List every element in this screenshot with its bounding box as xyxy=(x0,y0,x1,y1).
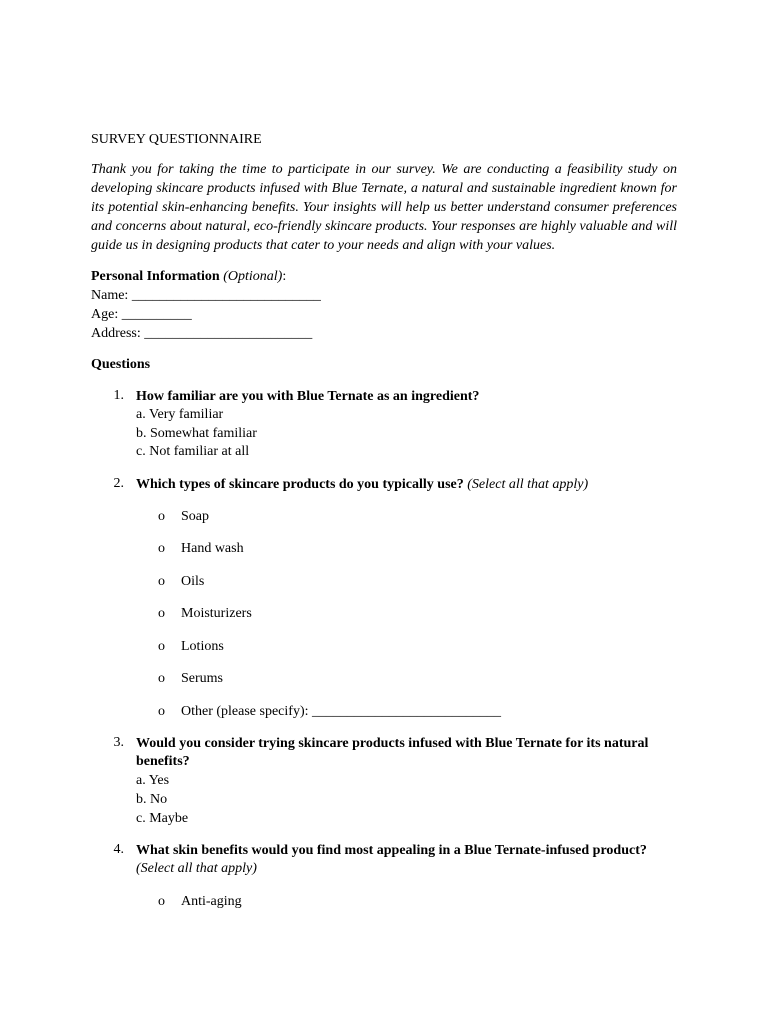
list-item: Serums xyxy=(181,671,223,686)
bullet-icon: o xyxy=(158,574,165,589)
question-2-note: (Select all that apply) xyxy=(467,477,589,492)
question-4-label: What skin benefits would you find most appealing in a Blue Ternate-infused product? xyxy=(136,843,647,858)
question-2-text xyxy=(136,476,676,494)
list-item: Lotions xyxy=(181,639,224,654)
question-3-option: b. No xyxy=(136,792,168,807)
bullet-icon: o xyxy=(158,671,165,686)
questions-heading: Questions xyxy=(91,357,151,372)
bullet-icon: o xyxy=(158,541,165,556)
name-field: Name: ___________________________ xyxy=(91,288,321,303)
bullet-icon: o xyxy=(158,639,165,654)
age-field: Age: __________ xyxy=(91,307,192,322)
question-4-text xyxy=(136,842,676,878)
question-1-option: a. Very familiar xyxy=(136,407,224,422)
personal-info-heading xyxy=(91,268,286,286)
list-item: Hand wash xyxy=(181,541,244,556)
bullet-icon: o xyxy=(158,894,165,909)
intro-paragraph xyxy=(91,160,677,255)
intro-text: Thank you for taking the time to participate in our survey. We are conducting a feasibility study on developing skincare products infused with Blue Ternate, a natural and sustainable ingredient known for its potential skin-enhancing benefits. Your insights will help us better understand consumer preferences and concerns about natural, eco-friendly skincare products. Your responses are highly valuable and will guide us in designing products that cater to your needs and align with your values. xyxy=(91,162,677,253)
bullet-icon: o xyxy=(158,509,165,524)
question-1-text: How familiar are you with Blue Ternate as an ingredient? xyxy=(136,389,480,404)
question-number: 2. xyxy=(113,476,124,491)
list-item: Oils xyxy=(181,574,205,589)
bullet-icon: o xyxy=(158,606,165,621)
question-3-option: a. Yes xyxy=(136,773,170,788)
personal-info-optional: (Optional) xyxy=(223,269,283,284)
list-item: Moisturizers xyxy=(181,606,252,621)
list-item: Other (please specify): ___________________________ xyxy=(181,704,501,719)
list-item: Soap xyxy=(181,509,209,524)
question-1-option: c. Not familiar at all xyxy=(136,444,250,459)
question-number: 1. xyxy=(113,388,124,403)
question-3-option: c. Maybe xyxy=(136,811,189,826)
question-2-label: Which types of skincare products do you typically use? xyxy=(136,477,464,492)
bullet-icon: o xyxy=(158,704,165,719)
personal-info-colon: : xyxy=(282,269,287,284)
question-number: 4. xyxy=(113,842,124,857)
question-3-text: Would you consider trying skincare products infused with Blue Ternate for its natural benefits? xyxy=(136,736,649,769)
question-number: 3. xyxy=(113,735,124,750)
document-title: SURVEY QUESTIONNAIRE xyxy=(91,132,262,147)
personal-info-label: Personal Information xyxy=(91,269,220,284)
question-4-note: (Select all that apply) xyxy=(136,861,257,876)
question-1-option: b. Somewhat familiar xyxy=(136,426,257,441)
address-field: Address: ________________________ xyxy=(91,326,313,341)
list-item: Anti-aging xyxy=(181,894,242,909)
